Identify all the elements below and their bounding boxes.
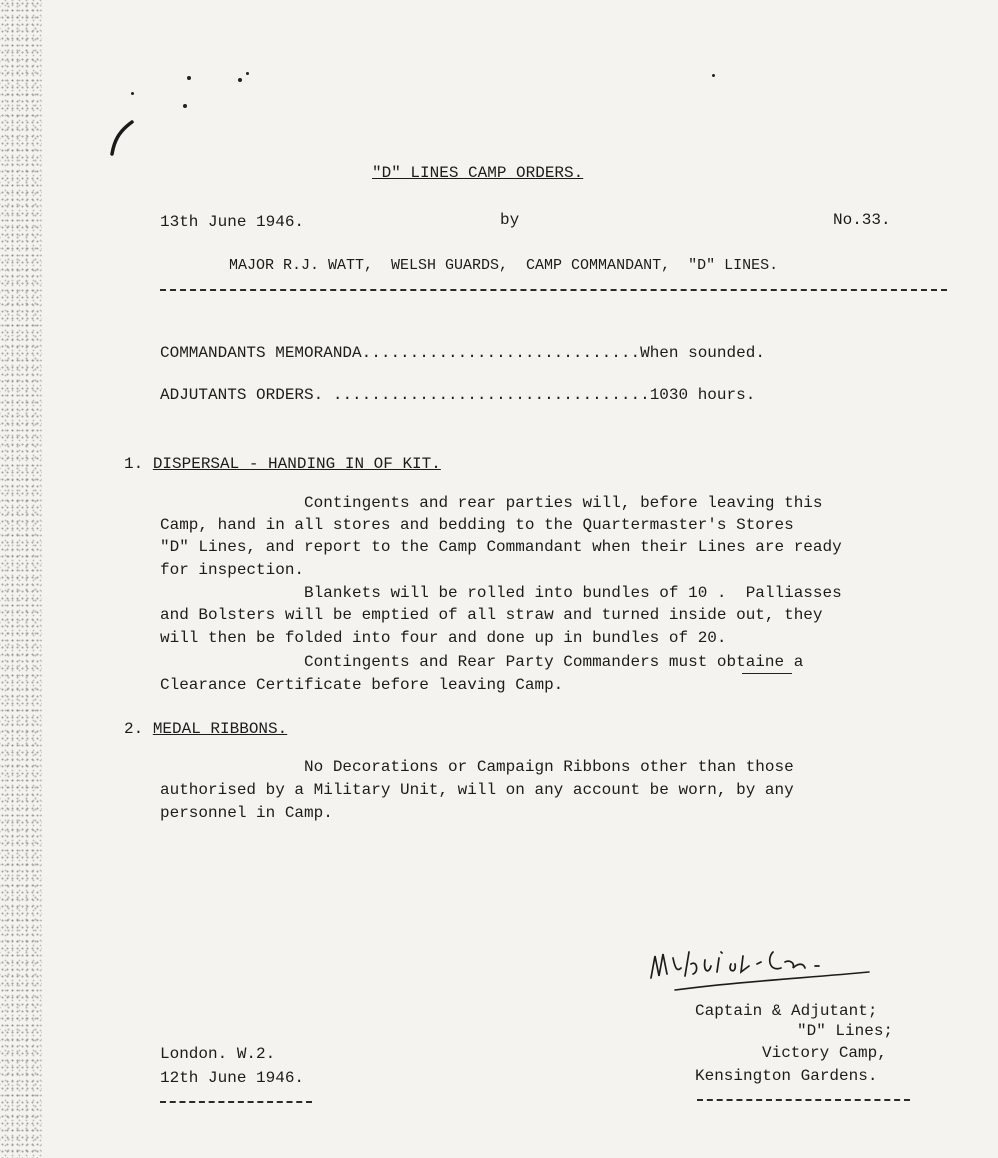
section-line: Contingents and rear parties will, before leaving this [160, 494, 823, 512]
stray-mark [246, 72, 249, 75]
schedule-value: 1030 hours. [649, 386, 756, 404]
order-by: by [500, 211, 520, 229]
scan-edge-speckle [0, 0, 42, 1158]
order-issuer: MAJOR R.J. WATT, WELSH GUARDS, CAMP COMMANDANT, "D" LINES. [229, 257, 779, 274]
section-title: DISPERSAL - HANDING IN OF KIT. [152, 455, 441, 473]
section-title: MEDAL RIBBONS. [152, 720, 288, 738]
schedule-leader: ................................. [323, 386, 650, 404]
section-number: 1. [124, 455, 144, 473]
origin-place: London. W.2. [160, 1045, 276, 1063]
section-line: Blankets will be rolled into bundles of 10 . Palliasses [160, 584, 842, 602]
section-line: Contingents and Rear Party Commanders must obtaine a [160, 653, 804, 671]
signatory-camp: Victory Camp, [762, 1044, 887, 1062]
must-underline [742, 673, 792, 674]
schedule-value: When sounded. [640, 344, 765, 362]
handwritten-signature [645, 938, 875, 1000]
section-number: 2. [124, 720, 144, 738]
schedule-row-memoranda [160, 344, 765, 363]
section-line: Clearance Certificate before leaving Camp. [160, 676, 564, 694]
stray-mark [187, 76, 191, 80]
section-line: personnel in Camp. [160, 804, 333, 822]
section-line: for inspection. [160, 561, 305, 579]
header-divider [160, 289, 947, 291]
section-line: Camp, hand in all stores and bedding to the Quartermaster's Stores [160, 516, 794, 534]
order-number: No.33. [833, 211, 891, 229]
origin-date: 12th June 1946. [160, 1069, 305, 1087]
signatory-unit: "D" Lines; [797, 1022, 894, 1040]
signature-divider [697, 1099, 910, 1101]
tick-mark [108, 118, 134, 158]
schedule-leader: ............................. [361, 344, 641, 362]
schedule-label: COMMANDANTS MEMORANDA [160, 344, 362, 362]
signatory-title: Captain & Adjutant; [695, 1002, 878, 1020]
stray-mark [131, 92, 134, 95]
stray-mark [183, 104, 187, 108]
origin-divider [160, 1101, 312, 1103]
section-heading-medal-ribbons [124, 720, 287, 739]
section-line: No Decorations or Campaign Ribbons other than those [160, 758, 794, 776]
section-line: will then be folded into four and done up in bundles of 20. [160, 629, 727, 647]
page-title: "D" LINES CAMP ORDERS. [372, 164, 584, 182]
section-line: "D" Lines, and report to the Camp Commandant when their Lines are ready [160, 538, 842, 556]
order-date: 13th June 1946. [160, 213, 305, 231]
schedule-label: ADJUTANTS ORDERS. [160, 386, 324, 404]
schedule-row-adjutants [160, 386, 755, 405]
signatory-location: Kensington Gardens. [695, 1067, 878, 1085]
section-heading-dispersal [124, 455, 441, 474]
section-line: authorised by a Military Unit, will on any account be worn, by any [160, 781, 794, 799]
stray-mark [712, 74, 715, 77]
stray-mark [238, 78, 242, 82]
section-line: and Bolsters will be emptied of all straw and turned inside out, they [160, 606, 823, 624]
